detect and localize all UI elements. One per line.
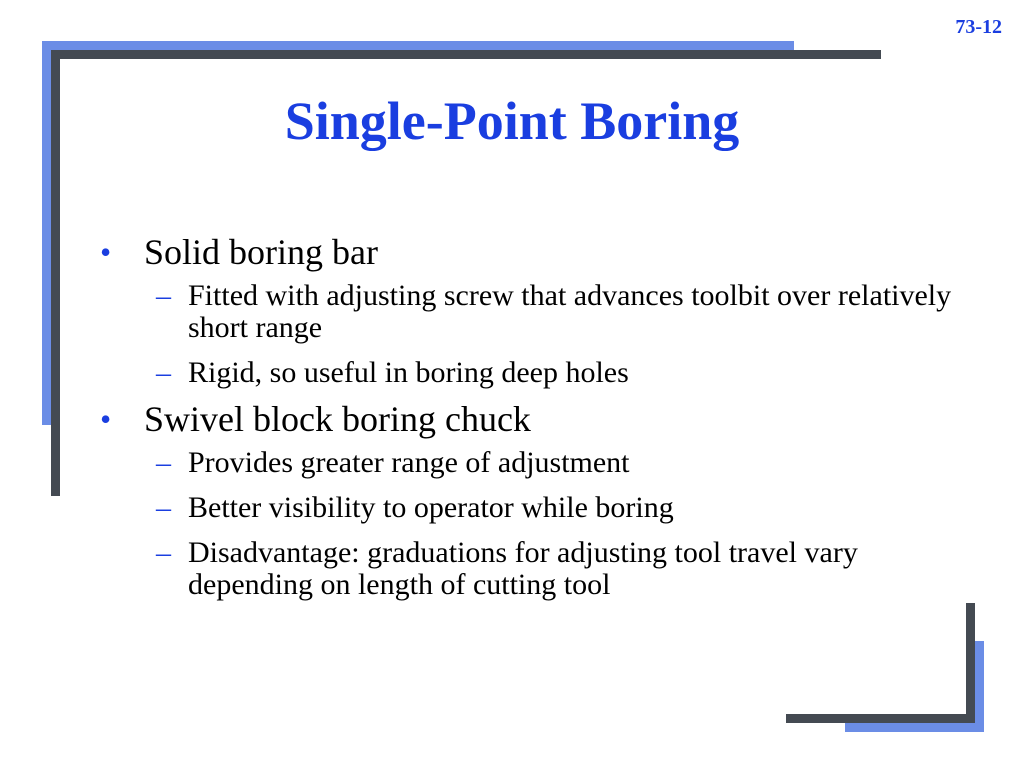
sub-bullet-text: Provides greater range of adjustment <box>188 446 630 479</box>
frame-top-left-dark-horizontal <box>51 50 881 59</box>
sub-bullet-text: Better visibility to operator while boring <box>188 491 674 524</box>
bullet-text: Solid boring bar <box>144 232 378 272</box>
sub-bullet-marker: – <box>156 446 171 479</box>
sub-bullet-marker: – <box>156 536 171 569</box>
frame-bottom-right-light-vertical <box>975 641 984 732</box>
slide-title: Single-Point Boring <box>284 91 740 151</box>
bullet-item <box>100 228 960 276</box>
sub-bullet-marker: – <box>156 356 171 389</box>
sub-bullet-item <box>156 447 960 479</box>
sub-bullet-item <box>156 357 960 389</box>
sub-bullet-text: Rigid, so useful in boring deep holes <box>188 356 629 389</box>
sub-bullet-item <box>156 280 960 344</box>
bullet-marker: • <box>100 234 112 270</box>
frame-bottom-right-dark-horizontal <box>786 714 975 723</box>
sub-bullet-text: Disadvantage: graduations for adjusting tool travel vary depending on length of cutting tool <box>188 536 858 601</box>
sub-bullet-marker: – <box>156 491 171 524</box>
bullet-marker: • <box>100 401 112 437</box>
bullet-item <box>100 395 960 443</box>
frame-top-left-light-horizontal <box>42 41 794 50</box>
bullet-text: Swivel block boring chuck <box>144 399 531 439</box>
sub-bullet-item <box>156 537 960 601</box>
sub-bullet-text: Fitted with adjusting screw that advances toolbit over relatively short range <box>188 279 952 344</box>
sub-bullet-item <box>156 492 960 524</box>
frame-bottom-right-light-horizontal <box>845 723 984 732</box>
sub-bullet-marker: – <box>156 279 171 312</box>
bullet-list <box>100 228 960 601</box>
page-number: 73-12 <box>955 16 1002 38</box>
frame-bottom-right-dark-vertical <box>966 603 975 723</box>
